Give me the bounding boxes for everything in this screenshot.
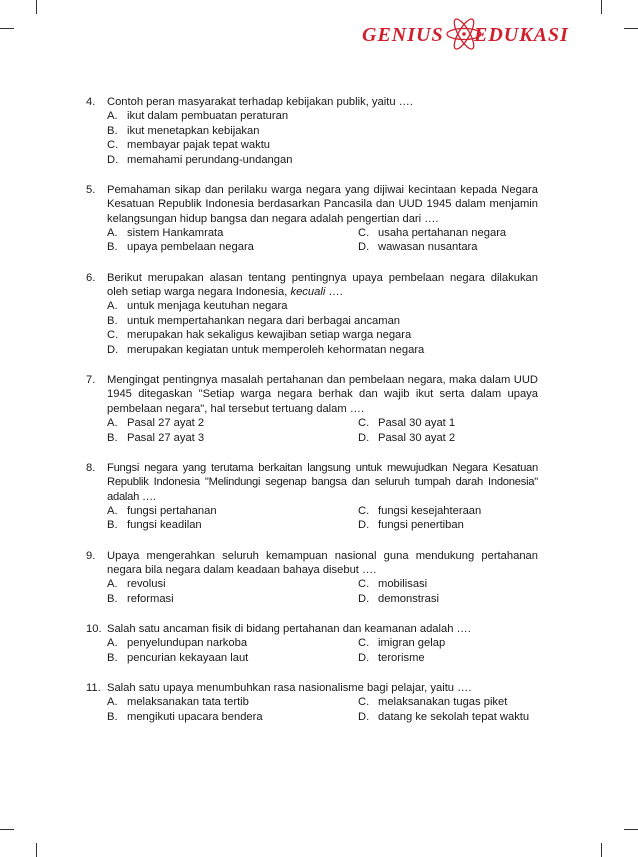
- option-a: A. untuk menjaga keutuhan negara: [107, 300, 288, 313]
- crop-mark: [36, 0, 37, 14]
- question-number: 7.: [86, 373, 96, 386]
- option-c: C. mobilisasi: [358, 578, 428, 591]
- option-d: D. fungsi penertiban: [358, 519, 464, 532]
- option-c: C. usaha pertahanan negara: [358, 227, 507, 240]
- emphasis-kecuali: kecuali: [290, 286, 326, 299]
- question-text: Salah satu upaya menumbuhkan rasa nasionalisme bagi pelajar, yaitu ….: [107, 681, 472, 694]
- brand-logo-mark: [362, 17, 610, 51]
- question-number: 8.: [86, 461, 96, 474]
- question-text: Berikut merupakan alasan tentang pentingnya upaya pembelaan negara dilakukan oleh setiap warga negara Indonesia, kecuali ….: [107, 271, 538, 299]
- question-number: 5.: [86, 183, 96, 196]
- option-c: C. melaksanakan tugas piket: [358, 696, 508, 709]
- question-list: [86, 95, 538, 740]
- option-a: A. sistem Hankamrata: [107, 227, 224, 240]
- crop-mark: [624, 28, 638, 29]
- question-text: Mengingat pentingnya masalah pertahanan dan pembelaan negara, maka dalam UUD 1945 ditegaskan "Setiap warga negara berhak dan wajib ikut serta dalam upaya pembelaan negara", hal tersebut tertuang dalam ….: [107, 373, 538, 415]
- option-d: D. datang ke sekolah tepat waktu: [358, 710, 530, 723]
- crop-mark: [36, 843, 37, 857]
- brand-logo-left: GENIUS: [362, 24, 444, 46]
- question-text: Contoh peran masyarakat terhadap kebijakan publik, yaitu ….: [107, 96, 413, 108]
- option-b: B. untuk mempertahankan negara dari berbagai ancaman: [107, 314, 401, 327]
- question-text: Upaya mengerahkan seluruh kemampuan nasional guna mendukung pertahanan negara bila negara dalam keadaan bahaya disebut ….: [107, 549, 538, 576]
- option-a: A. melaksanakan tata tertib: [107, 696, 249, 709]
- question-11: [86, 681, 538, 724]
- question-5: [86, 183, 538, 255]
- option-a: A. fungsi pertahanan: [107, 504, 217, 517]
- option-b: B. ikut menetapkan kebijakan: [107, 124, 260, 137]
- option-a: A. penyelundupan narkoba: [107, 637, 248, 650]
- brand-logo: [362, 17, 610, 51]
- question-text: Salah satu ancaman fisik di bidang pertahanan dan keamanan adalah ….: [107, 622, 471, 635]
- crop-mark: [624, 829, 638, 830]
- option-c: C. imigran gelap: [358, 637, 446, 650]
- option-c: C. fungsi kesejahteraan: [358, 504, 482, 517]
- option-b: B. reformasi: [107, 592, 174, 605]
- crop-mark: [0, 829, 14, 830]
- option-c: C. merupakan hak sekaligus kewajiban setiap warga negara: [107, 329, 412, 342]
- question-10: [86, 622, 538, 665]
- question-number: 6.: [86, 271, 96, 284]
- option-c: C. membayar pajak tepat waktu: [107, 139, 271, 152]
- question-6: [86, 271, 538, 357]
- option-d: D. terorisme: [358, 651, 425, 664]
- option-a: A. ikut dalam pembuatan peraturan: [107, 110, 289, 123]
- crop-mark: [601, 0, 602, 14]
- question-text: Pemahaman sikap dan perilaku warga negara yang dijiwai kecintaan kepada Negara Kesatuan Republik Indonesia berdasarkan Pancasila dan UUD 1945 dalam menjamin kelangsungan hidup bangsa dan negara adalah pengertian dari ….: [107, 183, 538, 225]
- option-c: C. Pasal 30 ayat 1: [358, 417, 456, 430]
- question-text: Fungsi negara yang terutama berkaitan langsung untuk mewujudkan Negara Kesatuan Republik Indonesia "Melindungi segenap bangsa dan seluruh tumpah darah Indonesia" adalah ….: [107, 461, 538, 503]
- option-b: B. fungsi keadilan: [107, 519, 202, 532]
- question-8: [86, 461, 538, 533]
- option-b: B. mengikuti upacara bendera: [107, 710, 263, 723]
- question-number: 4.: [86, 96, 96, 108]
- option-d: D. wawasan nusantara: [358, 241, 478, 254]
- question-9: [86, 549, 538, 607]
- option-a: A. revolusi: [107, 578, 166, 591]
- question-7: [86, 373, 538, 445]
- option-b: B. pencurian kekayaan laut: [107, 651, 249, 664]
- brand-logo-right: EDUKASI: [474, 24, 569, 46]
- question-4: [86, 95, 538, 167]
- option-a: A. Pasal 27 ayat 2: [107, 417, 205, 430]
- option-d: D. Pasal 30 ayat 2: [358, 431, 456, 444]
- crop-mark: [0, 28, 14, 29]
- crop-mark: [601, 843, 602, 857]
- question-number: 11.: [86, 681, 101, 694]
- question-number: 9.: [86, 549, 96, 562]
- option-d: D. demonstrasi: [358, 592, 439, 605]
- option-b: B. upaya pembelaan negara: [107, 241, 254, 254]
- question-number: 10.: [86, 622, 102, 635]
- option-d: D. merupakan kegiatan untuk memperoleh kehormatan negara: [107, 343, 425, 356]
- option-b: B. Pasal 27 ayat 3: [107, 431, 205, 444]
- option-d: D. memahami perundang-undangan: [107, 153, 293, 166]
